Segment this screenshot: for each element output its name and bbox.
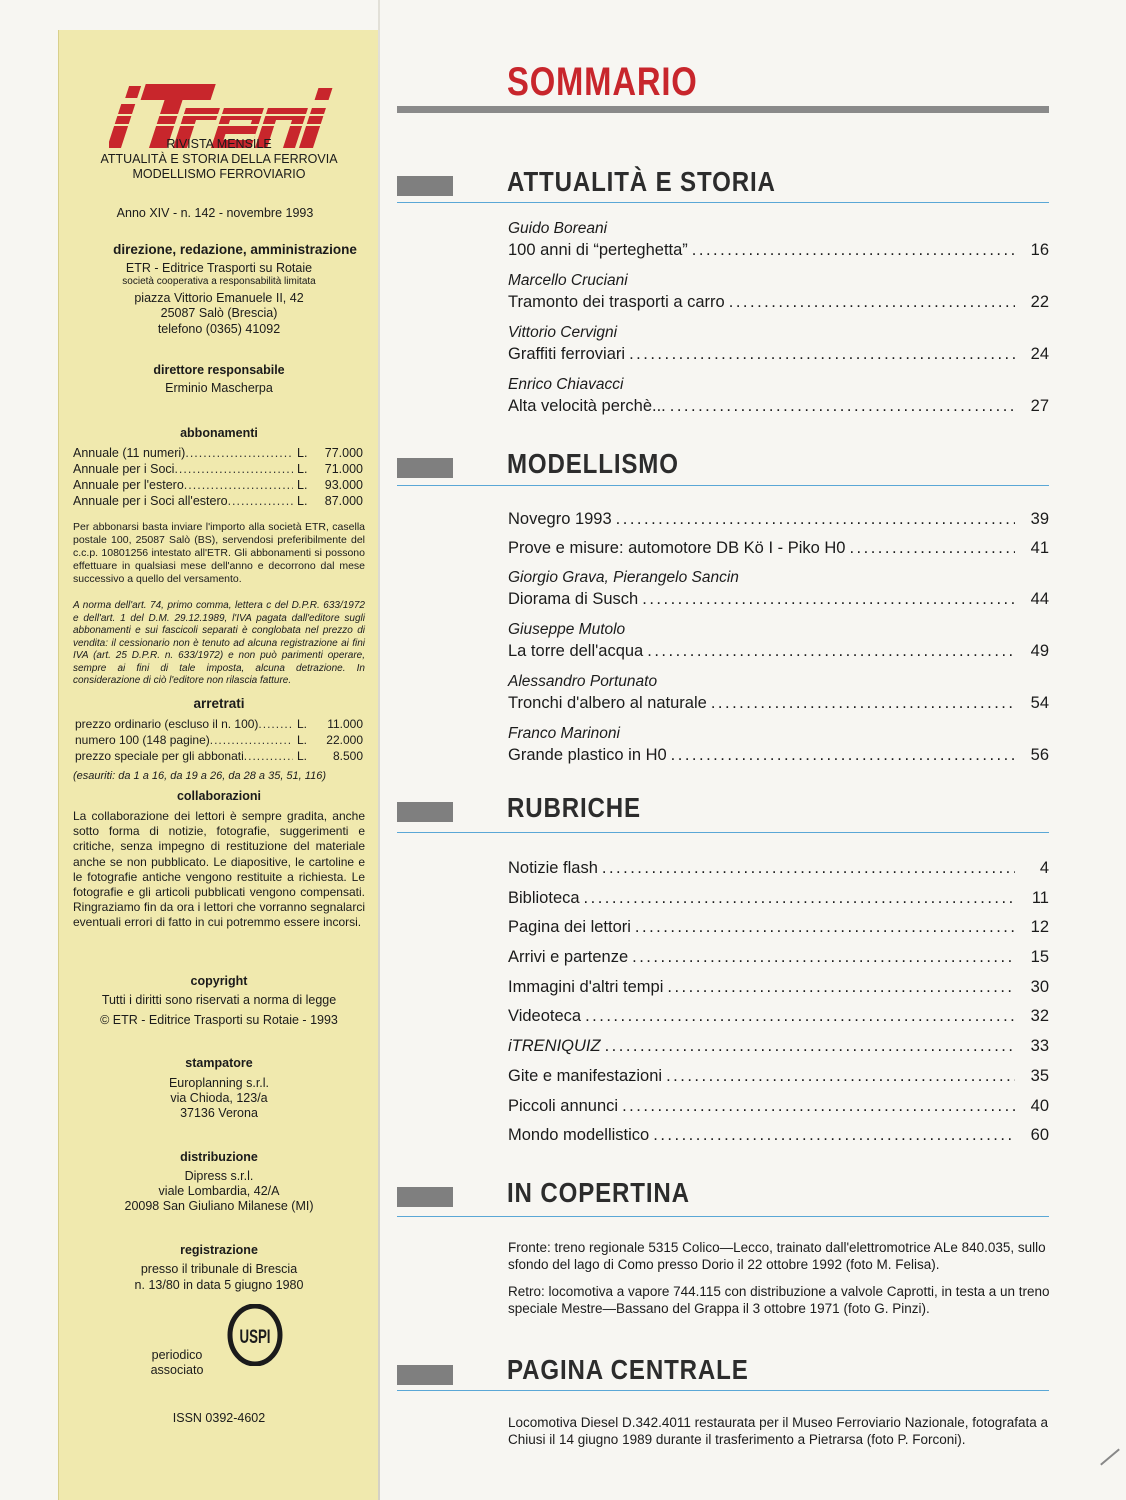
toc-entry[interactable]: iTRENIQUIZ ..... 33 (508, 1035, 1049, 1057)
section-title-rubriche: RUBRICHE (507, 792, 641, 823)
section-marker (397, 458, 453, 478)
rate-row: Annuale per l'estero ..... L. 93.000 (73, 477, 363, 493)
uspi-logo (227, 1304, 283, 1366)
toc-modellismo (508, 508, 1049, 766)
distribution-line-3: 20098 San Giuliano Milanese (MI) (124, 1199, 314, 1213)
vat-notice: A norma dell'art. 74, primo comma, lettera c del D.P.R. 633/1972 e dell'art. 1 del D.M. 29.12.1989, l'IVA pagata dall'editore sugli abbonamenti e sui fascicoli separati è conglobata nel prezzo di vendita: il cessionario non è tenuto ad alcuna registrazione ai fini IVA (art. 25 D.P.R. n. 633/1972) e non può parimenti operare, sempre ai fini di tale imposta, alcuna detrazione. In considerazione di ciò l'editore non rilascia fatture. (73, 600, 365, 686)
article-author: Giorgio Grava, Pierangelo Sancin (508, 569, 739, 586)
toc-entry[interactable]: Videoteca ..... 32 (508, 1005, 1049, 1027)
section-marker (397, 802, 453, 822)
corner-mark (1100, 1449, 1120, 1466)
centrefold-caption: Locomotiva Diesel D.342.4011 restaurata per il Museo Ferroviario Nazionale, fotografata a Chiusi il 14 giugno 1989 durante il trasferimento a Pietrarsa (foto P. Forconi). (508, 1415, 1049, 1447)
registration-line-1: presso il tribunale di Brescia (140, 1262, 298, 1276)
svg-text:iTreni: iTreni (109, 74, 112, 75)
toc-entry[interactable]: Graffiti ferroviari ..... 24 (508, 343, 1049, 365)
subscription-rates (73, 445, 363, 509)
toc-entry[interactable]: Mondo modellistico ..... 60 (508, 1124, 1049, 1146)
copyright-line-2: © ETR - Editrice Trasporti su Rotaie - 1993 (100, 1013, 338, 1027)
printer-line-1: Europlanning s.r.l. (168, 1076, 270, 1090)
rate-row: Annuale per i Soci all'estero ..... L. 87.000 (73, 493, 363, 509)
back-issue-rates (75, 716, 363, 764)
section-rule (397, 1216, 1049, 1217)
publisher-name: ETR - Editrice Trasporti su Rotaie (125, 261, 313, 275)
director-name: Erminio Mascherpa (165, 381, 273, 395)
summary-title: SOMMARIO (507, 60, 698, 104)
toc-entry[interactable]: Diorama di Susch ..... 44 (508, 588, 1049, 610)
toc-entry[interactable]: Notizie flash ..... 4 (508, 857, 1049, 879)
article-author: Giuseppe Mutolo (508, 621, 626, 638)
association-line-2: associato (150, 1363, 204, 1377)
back-issues-heading: arretrati (193, 696, 245, 711)
company-note: società cooperativa a responsabilità limitata (122, 276, 316, 287)
cover-front-caption: Fronte: treno regionale 5315 Colico—Lecco, trainato dall'elettromotrice ALe 840.035, sullo sfondo del lago di Como presso Dorio il 22 ottobre 1992 (foto M. Felisa). (508, 1240, 1046, 1272)
article-author: Vittorio Cervigni (508, 324, 618, 341)
svg-text:USPI: USPI (239, 1326, 271, 1348)
section-marker (397, 1365, 453, 1385)
section-title-attualita: ATTUALITÀ E STORIA (507, 166, 776, 197)
printer-line-2: via Chioda, 123/a (170, 1091, 268, 1105)
toc-entry[interactable]: Tramonto dei trasporti a carro ..... 22 (508, 291, 1049, 313)
toc-entry[interactable]: Piccoli annunci ..... 40 (508, 1095, 1049, 1117)
article-author: Guido Boreani (508, 220, 608, 237)
section-title-modellismo: MODELLISMO (507, 448, 679, 479)
sold-out-note: (esauriti: da 1 a 16, da 19 a 26, da 28 a 35, 51, 116) (73, 770, 326, 782)
cover-back-caption: Retro: locomotiva a vapore 744.115 con distribuzione a valvole Caprotti, in testa a un treno speciale Mestre—Bassano del Grappa il 3 ottobre 1971 (foto G. Pinzi). (508, 1284, 1050, 1316)
section-marker (397, 176, 453, 196)
director-heading: direttore responsabile (153, 363, 285, 377)
copyright-heading: copyright (190, 974, 248, 988)
office-address: piazza Vittorio Emanuele II, 42 (134, 291, 304, 305)
printer-line-3: 37136 Verona (180, 1106, 258, 1120)
rate-row: prezzo speciale per gli abbonati ..... L. 8.500 (75, 748, 363, 764)
rate-row: Annuale (11 numeri) ..... L. 77.000 (73, 445, 363, 461)
collaborations-text: La collaborazione dei lettori è sempre gradita, anche sotto forma di notizie, fotografie, suggerimenti e critiche, senza impegno di restituzione del materiale anche se non pubblicato. Le diapositive, le cartoline e le fotografie antiche vengono restituite a richiesta. Le fotografie e gli articoli pubblicati vengono compensati. Ringraziamo fin da ora i lettori che vorranno segnalarci eventuali errori di fatto in cui potremmo essere incorsi. (73, 809, 365, 930)
toc-entry[interactable]: Biblioteca ..... 11 (508, 887, 1049, 909)
subscription-note: Per abbonarsi basta inviare l'importo alla società ETR, casella postale 100, 25087 Salò (BS), servendosi preferibilmente del c.c.p. 10801256 intestato all'ETR. Gli abbonamenti si possono effettuare in qualsiasi mese dell'anno e decorrono dal mese successivo a quello del versamento. (73, 521, 365, 585)
section-title-copertina: IN COPERTINA (507, 1177, 690, 1208)
registration-heading: registrazione (180, 1243, 258, 1257)
rate-row: Annuale per i Soci ..... L. 71.000 (73, 461, 363, 477)
section-title-centrale: PAGINA CENTRALE (507, 1354, 749, 1385)
toc-entry[interactable]: 100 anni di “perteghetta” ..... 16 (508, 239, 1049, 261)
toc-entry[interactable]: Arrivi e partenze ..... 15 (508, 946, 1049, 968)
article-author: Alessandro Portunato (508, 673, 658, 690)
toc-entry[interactable]: Grande plastico in H0 ..... 56 (508, 744, 1049, 766)
article-author: Franco Marinoni (508, 725, 620, 742)
association-line-1: periodico (151, 1348, 203, 1362)
distribution-line-2: viale Lombardia, 42/A (158, 1184, 280, 1198)
issue-info: Anno XIV - n. 142 - novembre 1993 (116, 206, 314, 220)
title-rule (397, 106, 1049, 113)
toc-rubriche (508, 857, 1049, 1146)
toc-entry[interactable]: Novegro 1993 ..... 39 (508, 508, 1049, 530)
copyright-line-1: Tutti i diritti sono riservati a norma di legge (101, 993, 337, 1007)
colophon-panel (58, 30, 378, 1500)
article-author: Enrico Chiavacci (508, 376, 624, 393)
toc-entry[interactable]: Alta velocità perchè... ..... 27 (508, 395, 1049, 417)
office-phone: telefono (0365) 41092 (157, 322, 281, 336)
distribution-line-1: Dipress s.r.l. (184, 1169, 254, 1183)
office-city: 25087 Salò (Brescia) (160, 306, 278, 320)
section-rule (397, 1390, 1049, 1391)
toc-entry[interactable]: Gite e manifestazioni ..... 35 (508, 1065, 1049, 1087)
printer-heading: stampatore (185, 1056, 253, 1070)
toc-entry[interactable]: Tronchi d'albero al naturale ..... 54 (508, 692, 1049, 714)
subscriptions-heading: abbonamenti (180, 426, 258, 440)
issn: ISSN 0392-4602 (172, 1411, 266, 1425)
tagline-2: ATTUALITÀ E STORIA DELLA FERROVIA (100, 152, 338, 166)
section-marker (397, 1187, 453, 1207)
toc-entry[interactable]: Prove e misure: automotore DB Kö I - Piko H0 ..... 41 (508, 537, 1049, 559)
collaborations-heading: collaborazioni (176, 789, 262, 803)
section-rule (397, 485, 1049, 486)
rate-row: prezzo ordinario (escluso il n. 100) ..... L. 11.000 (75, 716, 363, 732)
distribution-heading: distribuzione (180, 1150, 258, 1164)
toc-entry[interactable]: La torre dell'acqua ..... 49 (508, 640, 1049, 662)
toc-entry[interactable]: Immagini d'altri tempi ..... 30 (508, 976, 1049, 998)
section-rule (397, 832, 1049, 833)
article-author: Marcello Cruciani (508, 272, 628, 289)
office-heading: direzione, redazione, amministrazione (113, 242, 357, 257)
section-rule (397, 202, 1049, 203)
registration-line-2: n. 13/80 in data 5 giugno 1980 (134, 1278, 304, 1292)
rate-row: numero 100 (148 pagine) ..... L. 22.000 (75, 732, 363, 748)
toc-entry[interactable]: Pagina dei lettori ..... 12 (508, 916, 1049, 938)
tagline-1: RIVISTA MENSILE (166, 137, 272, 151)
toc-attualita (508, 219, 1049, 417)
tagline-3: MODELLISMO FERROVIARIO (132, 167, 306, 181)
